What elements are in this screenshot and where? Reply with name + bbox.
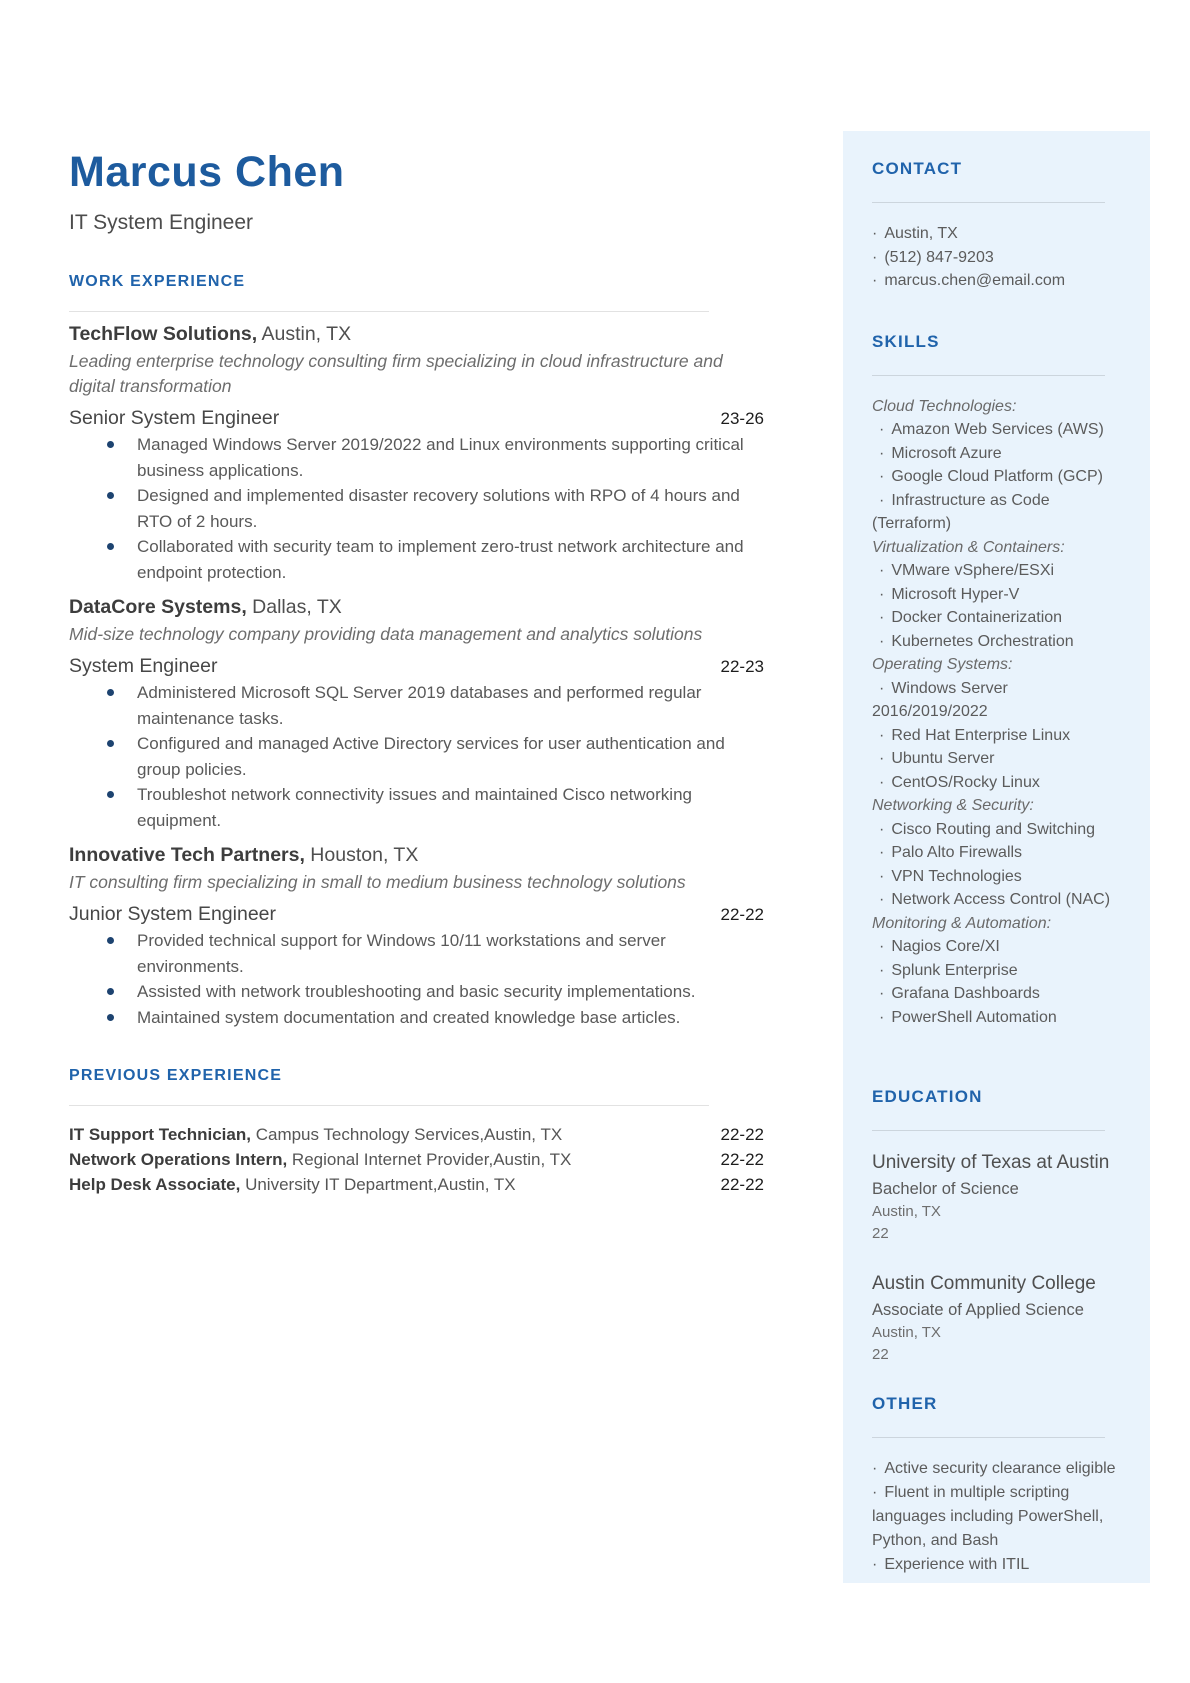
previous-experience-list (69, 1122, 764, 1197)
skill-item (872, 888, 1122, 912)
other-item (872, 1553, 1122, 1577)
bullet-list (69, 928, 764, 1030)
contact-item (872, 222, 1122, 246)
school-location: Austin, TX (872, 1203, 941, 1220)
degree: Associate of Applied Science (872, 1301, 1084, 1319)
prev-role: Network Operations Intern, (69, 1150, 288, 1169)
prev-role-org (69, 1172, 516, 1197)
other-heading: OTHER (872, 1394, 938, 1413)
bullet-dot-icon (107, 689, 114, 696)
role-dates: 23-26 (720, 409, 764, 428)
bullet-icon: · (872, 225, 878, 242)
skill-item-text: Google Cloud Platform (GCP) (891, 468, 1103, 485)
skill-item-text: Splunk Enterprise (891, 961, 1018, 979)
divider (69, 1105, 709, 1106)
bullet-dot-icon (107, 740, 114, 747)
contact-item-text: Austin, TX (884, 225, 958, 242)
skill-item-text: VMware vSphere/ESXi (891, 562, 1055, 579)
bullet-dot-icon (107, 492, 114, 499)
skill-item (872, 489, 1122, 536)
table-row (69, 1147, 764, 1172)
skill-category-label: Virtualization & Containers: (872, 538, 1065, 556)
divider (69, 311, 709, 312)
bullet-text: Collaborated with security team to implement zero-trust network architecture and endpoint protection. (137, 537, 744, 582)
bullet-dot-icon (107, 937, 114, 944)
contact-section (872, 159, 1122, 293)
prev-role-org (69, 1147, 571, 1172)
list-item (69, 782, 764, 833)
bullet-icon: · (872, 1460, 878, 1477)
skill-item-text: Kubernetes Orchestration (891, 632, 1074, 650)
role-row (69, 406, 764, 431)
contact-item (872, 269, 1122, 293)
company-line (69, 595, 764, 620)
contact-item (872, 246, 1122, 270)
company-description: Leading enterprise technology consulting firm specializing in cloud infrastructure and digital transformation (69, 351, 723, 396)
list-item (69, 979, 764, 1005)
table-row (69, 1122, 764, 1147)
bullet-text: Managed Windows Server 2019/2022 and Linux environments supporting critical business applications. (137, 435, 744, 480)
prev-org: Campus Technology Services,Austin, TX (250, 1125, 563, 1144)
bullet-text: Provided technical support for Windows 10/11 workstations and server environments. (137, 931, 666, 976)
skill-item (872, 606, 1122, 630)
list-item (69, 731, 764, 782)
company-line (69, 843, 764, 868)
skill-item-text: VPN Technologies (891, 867, 1022, 885)
bullet-list (69, 680, 764, 833)
skill-item (872, 935, 1122, 959)
bullet-icon: · (872, 1556, 878, 1573)
prev-dates: 22-22 (720, 1150, 764, 1169)
bullet-icon: · (879, 632, 885, 650)
company-location: Austin, TX (257, 323, 352, 345)
bullet-icon: · (879, 750, 885, 767)
degree: Bachelor of Science (872, 1180, 1019, 1198)
role-row (69, 902, 764, 927)
skill-item (872, 583, 1122, 607)
skill-item-text: Cisco Routing and Switching (891, 820, 1095, 838)
skill-item-text: Amazon Web Services (AWS) (891, 421, 1104, 438)
school-year: 22 (872, 1346, 889, 1363)
skill-item-text: Network Access Control (NAC) (891, 891, 1111, 908)
role-title: Junior System Engineer (69, 903, 277, 925)
skill-item-text: Nagios Core/XI (891, 938, 1000, 955)
skill-category-label: Operating Systems: (872, 656, 1013, 673)
bullet-icon: · (879, 444, 885, 462)
bullet-list (69, 432, 764, 585)
bullet-icon: · (879, 491, 885, 509)
school-year: 22 (872, 1225, 889, 1242)
list-item (69, 534, 764, 585)
education-heading: EDUCATION (872, 1087, 983, 1106)
skill-category-label: Networking & Security: (872, 797, 1034, 814)
list-item (69, 680, 764, 731)
school-name: University of Texas at Austin (872, 1152, 1110, 1173)
job-title: IT System Engineer (69, 211, 254, 234)
skill-item (872, 747, 1122, 771)
bullet-icon: · (872, 1484, 878, 1501)
skill-category-label: Monitoring & Automation: (872, 914, 1052, 932)
education-entry (872, 1271, 1122, 1366)
bullet-icon: · (872, 272, 878, 289)
skills-heading: SKILLS (872, 331, 940, 351)
divider (872, 375, 1105, 376)
bullet-icon: · (879, 421, 885, 438)
skill-item (872, 442, 1122, 466)
prev-dates: 22-22 (720, 1125, 764, 1144)
page-title: Marcus Chen (69, 148, 345, 196)
role-dates: 22-23 (720, 657, 764, 676)
education-section (872, 1087, 1122, 1366)
skill-item (872, 418, 1122, 442)
bullet-dot-icon (107, 543, 114, 550)
company-name: DataCore Systems, (69, 596, 247, 618)
skill-item-text: Red Hat Enterprise Linux (891, 726, 1071, 744)
bullet-text: Assisted with network troubleshooting and basic security implementations. (137, 982, 696, 1001)
contact-item-text: marcus.chen@email.com (884, 272, 1066, 289)
bullet-text: Designed and implemented disaster recovery solutions with RPO of 4 hours and RTO of 2 hours. (137, 486, 740, 531)
skill-item (872, 1006, 1122, 1030)
prev-dates: 22-22 (720, 1175, 764, 1194)
sidebar (843, 131, 1150, 1583)
previous-experience-heading: PREVIOUS EXPERIENCE (69, 1067, 283, 1084)
other-section (872, 1394, 1122, 1577)
skill-item (872, 677, 1122, 724)
company-location: Houston, TX (304, 844, 419, 866)
bullet-dot-icon (107, 988, 114, 995)
skill-item-text: Palo Alto Firewalls (891, 844, 1023, 861)
other-item-text: Active security clearance eligible (884, 1460, 1116, 1477)
bullet-dot-icon (107, 1014, 114, 1021)
skill-item (872, 841, 1122, 865)
skill-item (872, 818, 1122, 842)
bullet-dot-icon (107, 791, 114, 798)
table-row (69, 1172, 764, 1197)
list-item (69, 1005, 764, 1031)
bullet-icon: · (879, 985, 885, 1002)
bullet-icon: · (879, 961, 885, 979)
prev-role: Help Desk Associate, (69, 1175, 241, 1194)
work-experience-heading: WORK EXPERIENCE (69, 273, 246, 290)
other-item-text: Fluent in multiple scripting languages including PowerShell, Python, and Bash (872, 1484, 1104, 1549)
skill-item-text: PowerShell Automation (891, 1008, 1057, 1026)
bullet-text: Configured and managed Active Directory services for user authentication and group policies. (137, 734, 725, 779)
skill-item (872, 865, 1122, 889)
bullet-icon: · (879, 609, 885, 626)
bullet-icon: · (879, 726, 885, 744)
divider (872, 1130, 1105, 1131)
role-dates: 22-22 (720, 905, 764, 924)
company-name: Innovative Tech Partners, (69, 844, 305, 866)
skills-section (872, 332, 1122, 1030)
bullet-icon: · (879, 938, 885, 955)
bullet-icon: · (879, 773, 885, 791)
skill-item (872, 982, 1122, 1006)
divider (872, 1437, 1105, 1438)
school-location: Austin, TX (872, 1324, 941, 1341)
other-item (872, 1457, 1122, 1481)
company-description: IT consulting firm specializing in small to medium business technology solutions (69, 872, 686, 892)
skill-item-text: Docker Containerization (891, 609, 1063, 626)
prev-org: Regional Internet Provider,Austin, TX (287, 1150, 572, 1169)
skill-item (872, 559, 1122, 583)
skill-item-text: Infrastructure as Code (Terraform) (872, 491, 1050, 532)
bullet-text: Administered Microsoft SQL Server 2019 databases and performed regular maintenance tasks. (137, 683, 702, 728)
role-title: System Engineer (69, 655, 218, 677)
contact-item-text: (512) 847-9203 (884, 248, 994, 266)
prev-org: University IT Department,Austin, TX (240, 1175, 516, 1194)
bullet-icon: · (879, 562, 885, 579)
bullet-icon: · (879, 1008, 885, 1026)
company-description: Mid-size technology company providing data management and analytics solutions (69, 624, 703, 644)
bullet-text: Maintained system documentation and created knowledge base articles. (137, 1007, 681, 1027)
skill-item-text: Microsoft Azure (891, 444, 1002, 462)
company-location: Dallas, TX (246, 596, 342, 618)
skill-item-text: Grafana Dashboards (891, 985, 1040, 1002)
main-column (69, 140, 764, 1197)
other-item (872, 1481, 1122, 1553)
skill-category-label: Cloud Technologies: (872, 397, 1017, 415)
bullet-icon: · (879, 867, 885, 885)
skill-item-text: CentOS/Rocky Linux (891, 773, 1040, 791)
bullet-dot-icon (107, 441, 114, 448)
role-row (69, 654, 764, 679)
contact-heading: CONTACT (872, 159, 963, 178)
bullet-icon: · (879, 468, 885, 485)
role-title: Senior System Engineer (69, 407, 280, 429)
bullet-icon: · (879, 585, 885, 603)
list-item (69, 928, 764, 979)
list-item (69, 432, 764, 483)
skill-item (872, 771, 1122, 795)
skill-item (872, 630, 1122, 654)
education-entry (872, 1150, 1122, 1245)
company-name: TechFlow Solutions, (69, 323, 258, 345)
divider (872, 202, 1105, 203)
company-line (69, 322, 764, 347)
skill-item (872, 724, 1122, 748)
skill-item-text: Microsoft Hyper-V (891, 585, 1020, 603)
school-name: Austin Community College (872, 1273, 1096, 1294)
prev-role-org (69, 1122, 562, 1147)
prev-role: IT Support Technician, (69, 1125, 251, 1144)
other-item-text: Experience with ITIL (884, 1556, 1030, 1573)
skill-item (872, 465, 1122, 489)
skill-item-text: Windows Server 2016/2019/2022 (872, 679, 1008, 720)
bullet-text: Troubleshot network connectivity issues and maintained Cisco networking equipment. (137, 785, 692, 830)
bullet-icon: · (872, 248, 878, 266)
list-item (69, 483, 764, 534)
bullet-icon: · (879, 820, 885, 838)
skill-item-text: Ubuntu Server (891, 750, 995, 767)
bullet-icon: · (879, 891, 885, 908)
skill-item (872, 959, 1122, 983)
bullet-icon: · (879, 844, 885, 861)
bullet-icon: · (879, 679, 885, 697)
